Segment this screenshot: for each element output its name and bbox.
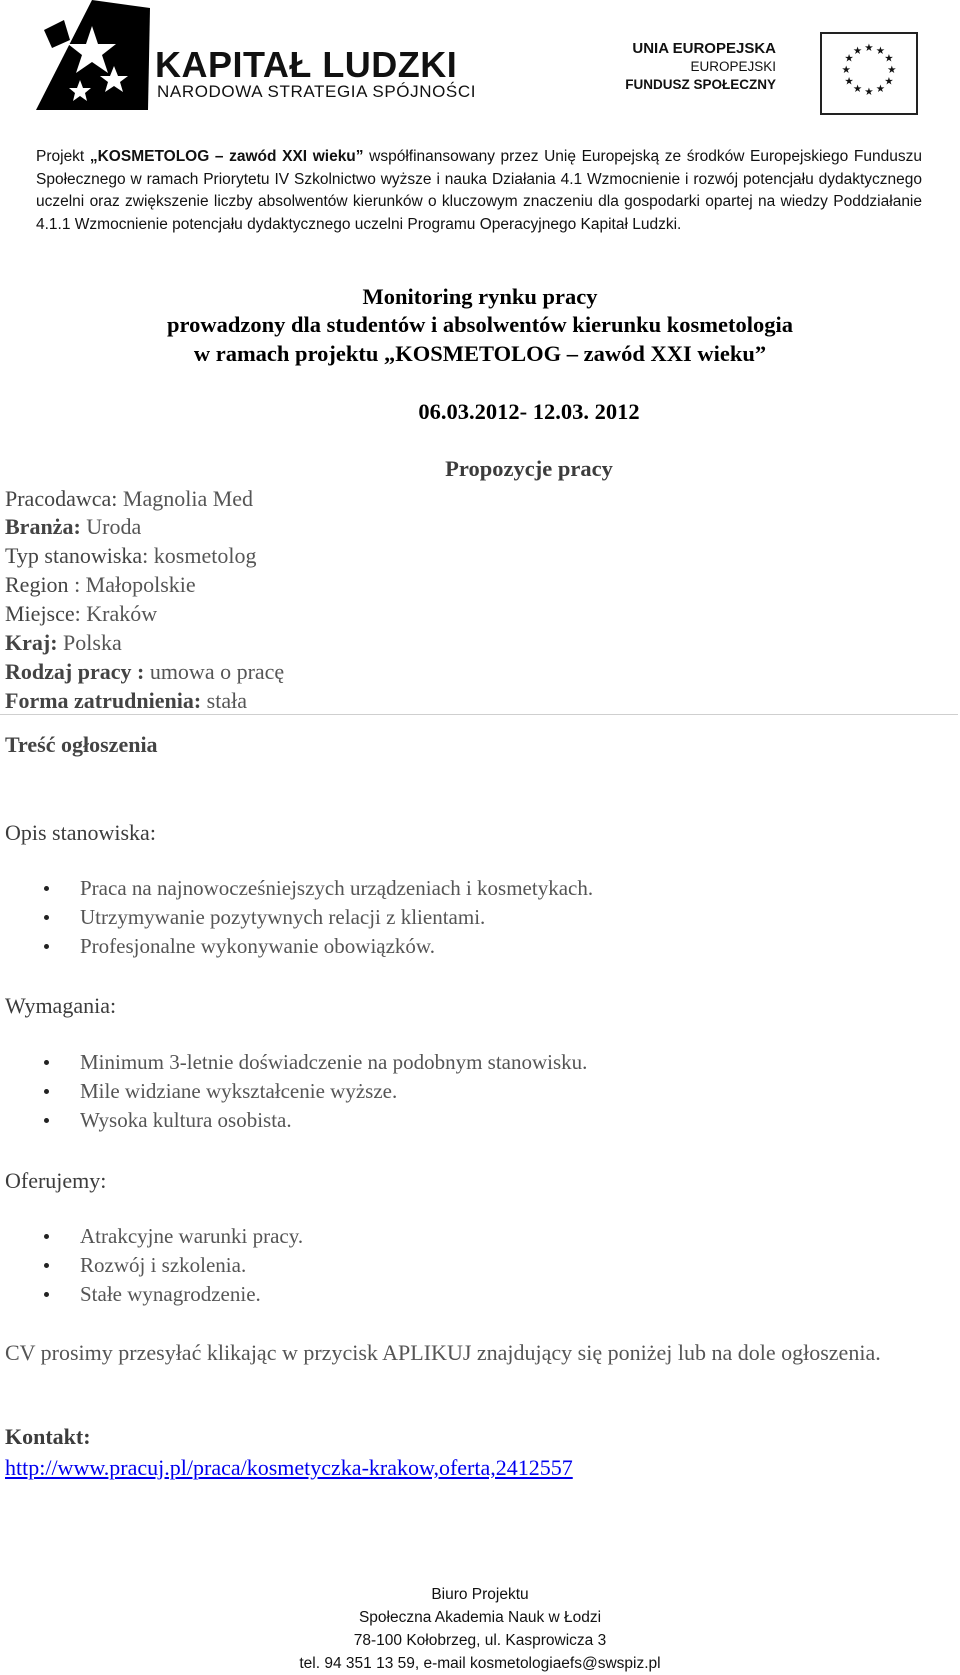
svg-text:★: ★ [864,42,874,55]
title-line-1: Monitoring rynku pracy [362,284,598,309]
eu-flag-icon [820,32,918,115]
intro-project-name: „KOSMETOLOG – zawód XXI wieku” [89,148,364,165]
bullet-icon [44,1292,49,1297]
footer [0,1583,960,1675]
field-region [5,572,196,598]
list-item-text: Utrzymywanie pozytywnych relacji z klientami. [80,905,486,929]
svg-text:★: ★ [841,64,851,77]
we-offer-list [40,1222,303,1309]
title-line-3: w ramach projektu „KOSMETOLOG – zawód XXI wieku” [193,341,767,366]
kapital-ludzki-logo [30,0,477,110]
svg-text:★: ★ [884,52,894,65]
field-position-type [5,543,256,569]
bullet-icon [44,1118,49,1123]
bullet-icon [44,886,49,891]
footer-institution: Społeczna Akademia Nauk w Łodzi [358,1609,602,1626]
field-employer [5,486,253,512]
position-type-label: Typ stanowiska [5,543,143,568]
svg-text:★: ★ [875,83,886,96]
bullet-icon [44,1234,49,1239]
list-item-text: Profesjonalne wykonywanie obowiązków. [80,934,435,958]
list-item-text: Praca na najnowocześniejszych urządzeniach i kosmetykach. [80,876,594,900]
employer-value: Magnolia Med [122,486,254,511]
list-item [40,1222,303,1251]
country-value: Polska [63,630,122,655]
footer-address: 78-100 Kołobrzeg, ul. Kasprowicza 3 [353,1632,607,1649]
svg-text:★: ★ [884,75,894,88]
offers-heading: Propozycje pracy [445,456,613,481]
list-item-text: Mile widziane wykształcenie wyższe. [80,1079,398,1103]
date-period: 06.03.2012- 12.03. 2012 [418,399,640,424]
field-place [5,601,157,627]
offer-link[interactable]: http://www.pracuj.pl/praca/kosmetyczka-krakow,oferta,2412557 [5,1455,573,1480]
footer-office: Biuro Projektu [431,1586,529,1603]
cv-instructions: CV prosimy przesyłać klikając w przycisk APLIKUJ znajdujący się poniżej lub na dole ogłoszenia. [5,1340,881,1365]
we-offer-heading: Oferujemy: [5,1168,107,1193]
eu-line-union: UNIA EUROPEJSKA [632,40,776,57]
branch-value: Uroda [86,514,142,539]
section-divider [0,714,958,715]
list-item-text: Minimum 3-letnie doświadczenie na podobnym stanowisku. [80,1050,588,1074]
ad-content-heading: Treść ogłoszenia [5,732,158,757]
place-value: : Kraków [74,601,158,626]
region-value: : Małopolskie [74,572,196,597]
position-description-list [40,874,593,961]
contact-label: Kontakt: [5,1424,91,1449]
intro-text: współfinansowany przez Unię Europejską ze środków Europejskiego Funduszu Społecznego w ramach Priorytetu IV Szkolnictwo wyższe i nauka Działania 4.1 Wzmocnienie i rozwój potencjału dydaktycznego uczelni oraz zwiększenie liczby absolwentów kierunków o kluczowym znaczeniu dla gospodarki opartej na wiedzy Poddziałanie 4.1.1 Wzmocnienie potencjału dydaktycznego uczelni Programu Operacyjnego Kapitał Ludzki. [36,148,922,233]
place-label: Miejsce [5,601,75,626]
kapital-ludzki-title: KAPITAŁ LUDZKI [155,44,458,85]
list-item-text: Rozwój i szkolenia. [80,1253,247,1277]
country-label: Kraj: [5,630,64,655]
footer-contact: tel. 94 351 13 59, e-mail kosmetologiaefs@swspiz.pl [299,1655,661,1672]
branch-label: Branża: [5,514,87,539]
bullet-icon [44,915,49,920]
svg-text:★: ★ [887,64,897,77]
field-work-type [5,659,284,685]
svg-text:★: ★ [844,75,854,88]
bullet-icon [44,1089,49,1094]
list-item-text: Wysoka kultura osobista. [80,1108,292,1132]
list-item [40,1106,587,1135]
kapital-ludzki-subtitle: NARODOWA STRATEGIA SPÓJNOŚCI [157,82,477,101]
list-item [40,1077,587,1106]
requirements-list [40,1048,587,1135]
region-label: Region [5,572,75,597]
eu-line-european: EUROPEJSKI [690,59,776,74]
requirements-heading: Wymagania: [5,993,117,1018]
eu-line-fund: FUNDUSZ SPOŁECZNY [625,77,776,92]
list-item [40,903,593,932]
list-item [40,874,593,903]
eu-logo [608,24,918,116]
position-type-value: : kosmetolog [142,543,257,568]
title-line-2: prowadzony dla studentów i absolwentów kierunku kosmetologia [167,312,793,337]
svg-text:★: ★ [852,83,863,96]
bullet-icon [44,1263,49,1268]
field-branch [5,514,141,540]
bullet-icon [44,1060,49,1065]
work-type-label: Rodzaj pracy : [5,659,150,684]
work-type-value: umowa o pracę [149,659,285,684]
employment-form-value: stała [206,688,247,713]
bullet-icon [44,944,49,949]
svg-text:★: ★ [844,52,854,65]
list-item-text: Stałe wynagrodzenie. [80,1282,261,1306]
field-employment-form [5,688,247,714]
list-item [40,1251,303,1280]
list-item [40,932,593,961]
svg-text:★: ★ [864,85,874,98]
eu-logo-text [625,40,776,94]
svg-text:★: ★ [875,44,886,57]
employer-label: Pracodawca: [5,486,123,511]
employment-form-label: Forma zatrudnienia: [5,688,207,713]
project-intro [36,146,922,236]
svg-text:★: ★ [852,44,863,57]
position-description-heading: Opis stanowiska: [5,820,156,845]
intro-prefix: Projekt [36,148,90,165]
list-item [40,1048,587,1077]
field-country [5,630,122,656]
kapital-ludzki-emblem-icon [30,0,150,110]
list-item-text: Atrakcyjne warunki pracy. [80,1224,304,1248]
list-item [40,1280,303,1309]
